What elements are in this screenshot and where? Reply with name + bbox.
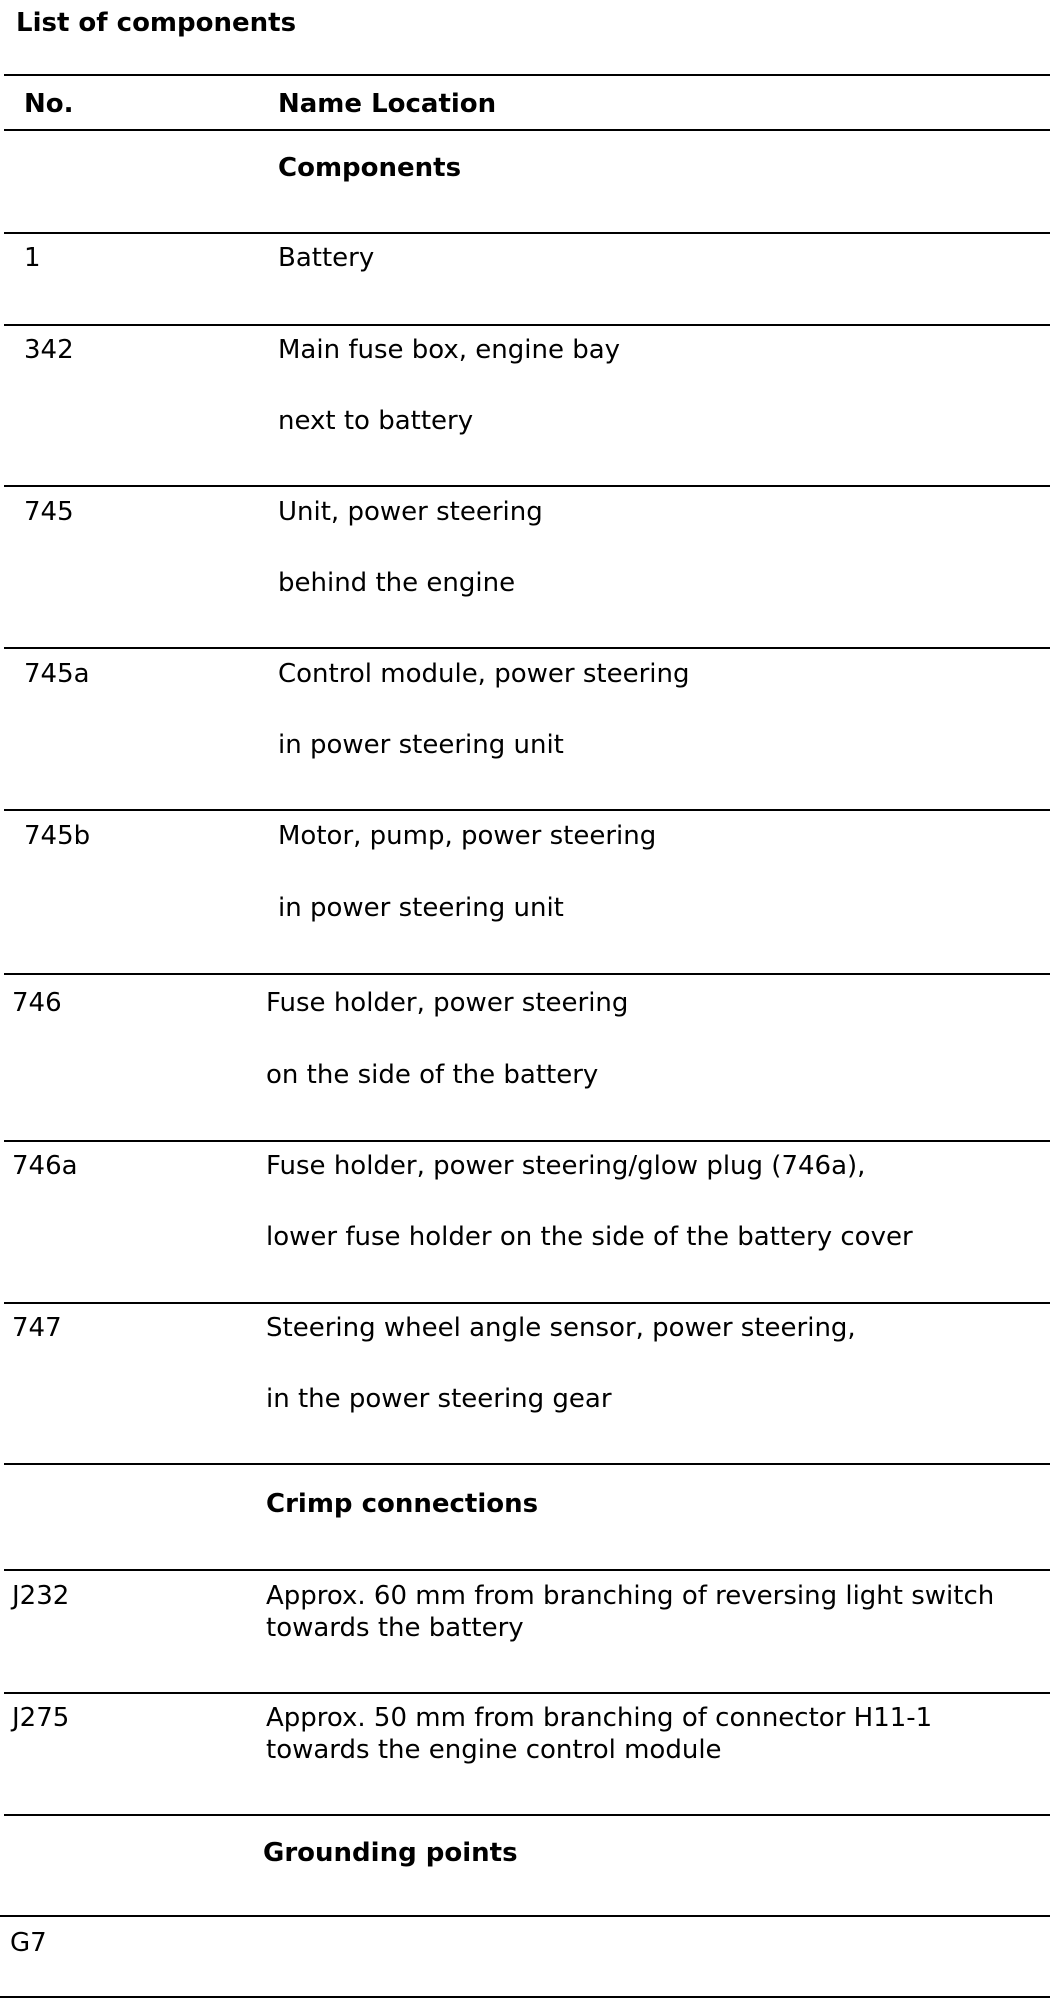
- table-row-no: G7: [10, 1928, 47, 1958]
- table-row-location: towards the engine control module: [266, 1735, 722, 1765]
- table-row-no: 745b: [24, 821, 91, 851]
- row-divider: [4, 809, 1050, 811]
- table-row-name: Steering wheel angle sensor, power steering,: [266, 1313, 856, 1343]
- table-top-rule: [4, 74, 1050, 76]
- row-divider: [4, 1302, 1050, 1304]
- table-row-no: 747: [12, 1313, 62, 1343]
- header-rule: [4, 129, 1050, 131]
- table-row-name: Approx. 50 mm from branching of connector H11-1: [266, 1703, 933, 1733]
- table-row-no: 342: [24, 335, 74, 365]
- table-row-name: Battery: [278, 243, 375, 273]
- column-header-no: No.: [24, 89, 74, 119]
- row-divider: [4, 324, 1050, 326]
- table-row-no: 745a: [24, 659, 90, 689]
- row-divider: [4, 1140, 1050, 1142]
- column-header-name-location: Name Location: [278, 89, 497, 119]
- table-row-name: Unit, power steering: [278, 497, 543, 527]
- row-divider: [4, 485, 1050, 487]
- table-row-name: Motor, pump, power steering: [278, 821, 657, 851]
- section-heading-grounding-points: Grounding points: [263, 1838, 518, 1868]
- table-row-location: behind the engine: [278, 568, 516, 598]
- section-heading-components: Components: [278, 153, 462, 183]
- row-divider: [0, 1915, 1050, 1917]
- table-row-no: J275: [12, 1703, 70, 1733]
- row-divider: [4, 1814, 1050, 1816]
- table-row-location: in the power steering gear: [266, 1384, 612, 1414]
- table-row-location: towards the battery: [266, 1613, 524, 1643]
- table-row-name: Fuse holder, power steering/glow plug (746a),: [266, 1151, 866, 1181]
- table-row-no: 745: [24, 497, 74, 527]
- table-row-location: next to battery: [278, 406, 474, 436]
- document-title: List of components: [16, 8, 297, 38]
- row-divider: [4, 232, 1050, 234]
- table-row-location: on the side of the battery: [266, 1060, 599, 1090]
- table-row-no: J232: [12, 1581, 70, 1611]
- table-row-name: Main fuse box, engine bay: [278, 335, 621, 365]
- table-row-no: 746a: [12, 1151, 78, 1181]
- row-divider: [4, 1569, 1050, 1571]
- table-row-location: lower fuse holder on the side of the battery cover: [266, 1222, 913, 1252]
- section-heading-crimp-connections: Crimp connections: [266, 1489, 539, 1519]
- table-row-name: Fuse holder, power steering: [266, 988, 629, 1018]
- table-row-no: 746: [12, 988, 62, 1018]
- row-divider: [4, 973, 1050, 975]
- table-row-location: in power steering unit: [278, 730, 564, 760]
- row-divider: [4, 1692, 1050, 1694]
- table-bottom-rule: [0, 1996, 1050, 1998]
- table-row-name: Approx. 60 mm from branching of reversing light switch: [266, 1581, 995, 1611]
- table-row-no: 1: [24, 243, 41, 273]
- row-divider: [4, 647, 1050, 649]
- row-divider: [4, 1463, 1050, 1465]
- table-row-location: in power steering unit: [278, 893, 564, 923]
- table-row-name: Control module, power steering: [278, 659, 690, 689]
